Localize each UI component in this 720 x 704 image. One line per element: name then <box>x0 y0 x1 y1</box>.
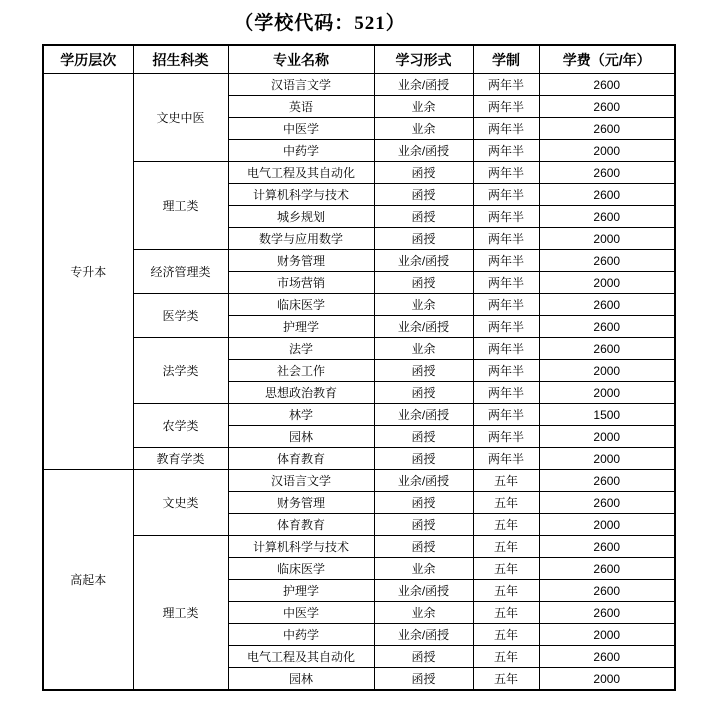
study-form-cell: 函授 <box>374 448 473 470</box>
major-name-cell: 电气工程及其自动化 <box>228 162 374 184</box>
duration-cell: 两年半 <box>473 162 539 184</box>
category-cell: 理工类 <box>133 162 228 250</box>
duration-cell: 两年半 <box>473 206 539 228</box>
fee-cell: 2000 <box>539 426 675 448</box>
study-form-cell: 业余/函授 <box>374 404 473 426</box>
page-title: （学校代码：521） <box>234 13 406 34</box>
fee-cell: 2000 <box>539 448 675 470</box>
major-name-cell: 计算机科学与技术 <box>228 184 374 206</box>
major-name-cell: 思想政治教育 <box>228 382 374 404</box>
duration-cell: 五年 <box>473 536 539 558</box>
header-study-form: 学习形式 <box>374 45 473 74</box>
fee-cell: 2000 <box>539 668 675 691</box>
study-form-cell: 业余/函授 <box>374 316 473 338</box>
fee-cell: 2600 <box>539 118 675 140</box>
header-major-name: 专业名称 <box>228 45 374 74</box>
table-row <box>43 338 675 360</box>
header-enrollment-category: 招生科类 <box>133 45 228 74</box>
duration-cell: 两年半 <box>473 294 539 316</box>
level-cell: 高起本 <box>43 470 133 691</box>
table-row <box>43 404 675 426</box>
study-form-cell: 函授 <box>374 228 473 250</box>
duration-cell: 两年半 <box>473 272 539 294</box>
fee-cell: 2600 <box>539 492 675 514</box>
major-name-cell: 电气工程及其自动化 <box>228 646 374 668</box>
major-name-cell: 园林 <box>228 668 374 691</box>
fee-cell: 2600 <box>539 316 675 338</box>
fee-cell: 2600 <box>539 338 675 360</box>
study-form-cell: 业余 <box>374 118 473 140</box>
major-name-cell: 城乡规划 <box>228 206 374 228</box>
duration-cell: 五年 <box>473 492 539 514</box>
fee-cell: 2600 <box>539 470 675 492</box>
duration-cell: 两年半 <box>473 118 539 140</box>
study-form-cell: 业余 <box>374 96 473 118</box>
major-name-cell: 园林 <box>228 426 374 448</box>
duration-cell: 两年半 <box>473 338 539 360</box>
major-name-cell: 计算机科学与技术 <box>228 536 374 558</box>
fee-cell: 2600 <box>539 602 675 624</box>
fee-cell: 2000 <box>539 382 675 404</box>
fee-cell: 2000 <box>539 272 675 294</box>
category-cell: 农学类 <box>133 404 228 448</box>
major-name-cell: 法学 <box>228 338 374 360</box>
study-form-cell: 业余 <box>374 558 473 580</box>
study-form-cell: 函授 <box>374 668 473 691</box>
duration-cell: 五年 <box>473 624 539 646</box>
study-form-cell: 函授 <box>374 360 473 382</box>
study-form-cell: 函授 <box>374 646 473 668</box>
study-form-cell: 业余/函授 <box>374 140 473 162</box>
study-form-cell: 函授 <box>374 536 473 558</box>
fee-cell: 2600 <box>539 74 675 96</box>
fee-cell: 2000 <box>539 514 675 536</box>
table-row <box>43 74 675 96</box>
major-name-cell: 社会工作 <box>228 360 374 382</box>
fee-cell: 2600 <box>539 294 675 316</box>
table-row <box>43 470 675 492</box>
study-form-cell: 函授 <box>374 206 473 228</box>
fee-cell: 2600 <box>539 96 675 118</box>
major-name-cell: 临床医学 <box>228 294 374 316</box>
header-duration: 学制 <box>473 45 539 74</box>
duration-cell: 两年半 <box>473 96 539 118</box>
fee-cell: 2600 <box>539 558 675 580</box>
duration-cell: 两年半 <box>473 140 539 162</box>
major-name-cell: 临床医学 <box>228 558 374 580</box>
study-form-cell: 函授 <box>374 426 473 448</box>
table-row <box>43 162 675 184</box>
study-form-cell: 业余/函授 <box>374 470 473 492</box>
fee-cell: 2000 <box>539 360 675 382</box>
duration-cell: 两年半 <box>473 426 539 448</box>
fee-cell: 2000 <box>539 140 675 162</box>
category-cell: 法学类 <box>133 338 228 404</box>
header-row <box>43 45 675 74</box>
duration-cell: 两年半 <box>473 74 539 96</box>
major-name-cell: 林学 <box>228 404 374 426</box>
major-name-cell: 财务管理 <box>228 492 374 514</box>
major-name-cell: 体育教育 <box>228 448 374 470</box>
table-header <box>43 45 675 74</box>
table-body <box>43 74 675 691</box>
duration-cell: 五年 <box>473 668 539 691</box>
study-form-cell: 业余/函授 <box>374 250 473 272</box>
major-name-cell: 汉语言文学 <box>228 74 374 96</box>
study-form-cell: 函授 <box>374 184 473 206</box>
study-form-cell: 业余 <box>374 338 473 360</box>
major-name-cell: 英语 <box>228 96 374 118</box>
fee-cell: 2000 <box>539 624 675 646</box>
admissions-table <box>42 44 676 691</box>
major-name-cell: 护理学 <box>228 580 374 602</box>
study-form-cell: 业余/函授 <box>374 74 473 96</box>
duration-cell: 两年半 <box>473 228 539 250</box>
fee-cell: 2600 <box>539 206 675 228</box>
fee-cell: 2600 <box>539 184 675 206</box>
study-form-cell: 业余/函授 <box>374 624 473 646</box>
duration-cell: 五年 <box>473 580 539 602</box>
major-name-cell: 中药学 <box>228 624 374 646</box>
table-row <box>43 250 675 272</box>
study-form-cell: 函授 <box>374 272 473 294</box>
study-form-cell: 函授 <box>374 492 473 514</box>
duration-cell: 五年 <box>473 514 539 536</box>
duration-cell: 两年半 <box>473 316 539 338</box>
major-name-cell: 汉语言文学 <box>228 470 374 492</box>
header-education-level: 学历层次 <box>43 45 133 74</box>
duration-cell: 两年半 <box>473 448 539 470</box>
fee-cell: 2000 <box>539 228 675 250</box>
table-row <box>43 294 675 316</box>
fee-cell: 2600 <box>539 250 675 272</box>
duration-cell: 两年半 <box>473 250 539 272</box>
duration-cell: 两年半 <box>473 404 539 426</box>
fee-cell: 2600 <box>539 646 675 668</box>
category-cell: 文史中医 <box>133 74 228 162</box>
duration-cell: 五年 <box>473 646 539 668</box>
study-form-cell: 函授 <box>374 162 473 184</box>
fee-cell: 2600 <box>539 536 675 558</box>
major-name-cell: 中医学 <box>228 118 374 140</box>
duration-cell: 五年 <box>473 558 539 580</box>
category-cell: 文史类 <box>133 470 228 536</box>
duration-cell: 两年半 <box>473 184 539 206</box>
duration-cell: 五年 <box>473 470 539 492</box>
category-cell: 理工类 <box>133 536 228 691</box>
table-row <box>43 448 675 470</box>
major-name-cell: 护理学 <box>228 316 374 338</box>
duration-cell: 两年半 <box>473 382 539 404</box>
fee-cell: 2600 <box>539 580 675 602</box>
fee-cell: 1500 <box>539 404 675 426</box>
major-name-cell: 财务管理 <box>228 250 374 272</box>
study-form-cell: 业余/函授 <box>374 580 473 602</box>
duration-cell: 两年半 <box>473 360 539 382</box>
study-form-cell: 业余 <box>374 602 473 624</box>
major-name-cell: 市场营销 <box>228 272 374 294</box>
study-form-cell: 函授 <box>374 382 473 404</box>
level-cell: 专升本 <box>43 74 133 470</box>
study-form-cell: 业余 <box>374 294 473 316</box>
category-cell: 教育学类 <box>133 448 228 470</box>
header-tuition-fee: 学费（元/年） <box>539 45 675 74</box>
major-name-cell: 中医学 <box>228 602 374 624</box>
major-name-cell: 体育教育 <box>228 514 374 536</box>
fee-cell: 2600 <box>539 162 675 184</box>
category-cell: 经济管理类 <box>133 250 228 294</box>
major-name-cell: 中药学 <box>228 140 374 162</box>
major-name-cell: 数学与应用数学 <box>228 228 374 250</box>
category-cell: 医学类 <box>133 294 228 338</box>
duration-cell: 五年 <box>473 602 539 624</box>
study-form-cell: 函授 <box>374 514 473 536</box>
table-row <box>43 536 675 558</box>
